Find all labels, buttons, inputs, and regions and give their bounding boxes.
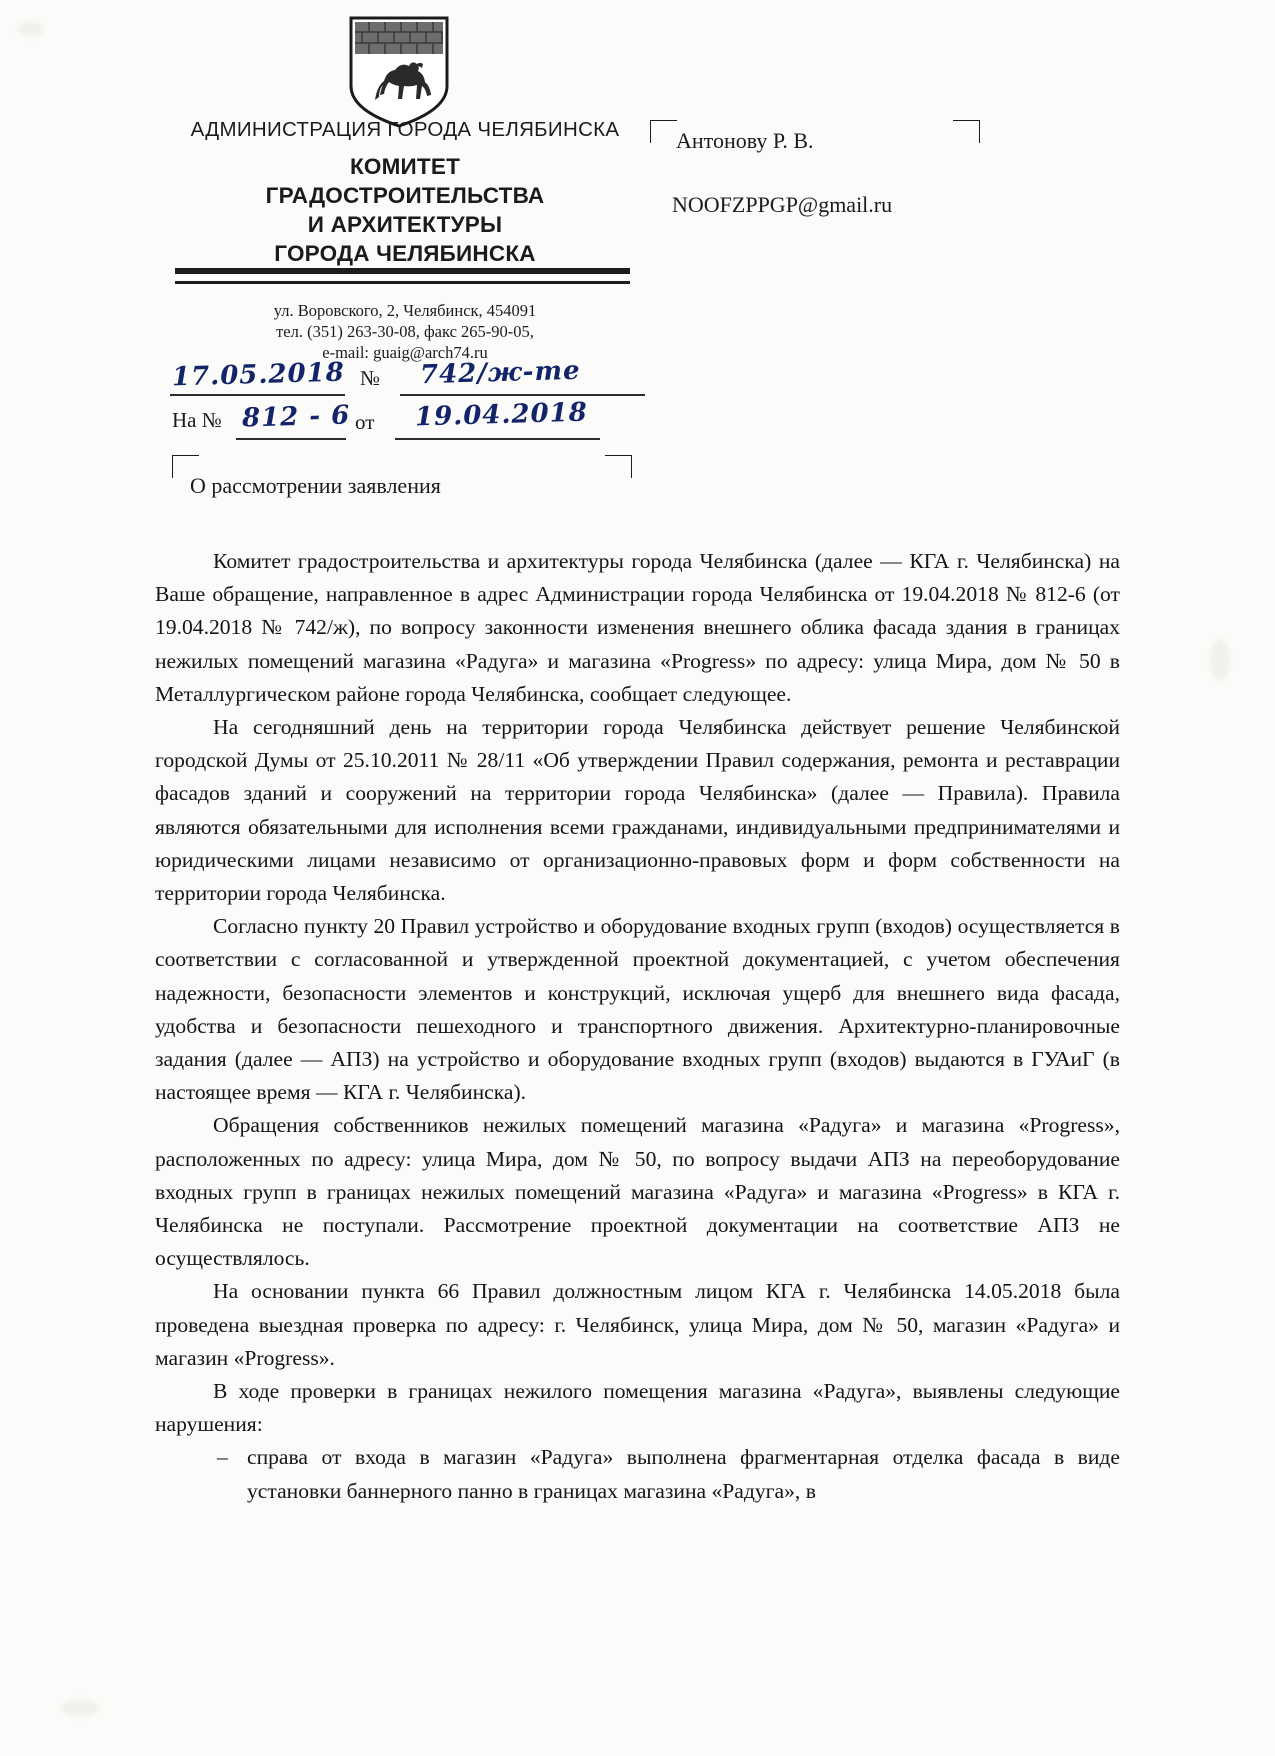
letter-body <box>155 545 1120 1508</box>
bracket-top-left-icon <box>650 120 677 143</box>
divider-thick <box>175 268 630 274</box>
number-value: 742/ж-те <box>419 355 581 391</box>
paragraph: Обращения собственников нежилых помещений магазина «Радуга» и магазина «Progress», расположенных по адресу: улица Мира, дом № 50, по вопросу выдачи АПЗ на переоборудование входных групп в границах нежилых помещений магазина «Радуга» и магазина «Progress» в КГА г. Челябинска не поступали. Рассмотрение проектной документации на соответствие АПЗ не осуществлялось. <box>155 1113 1120 1271</box>
scan-artifact <box>60 1700 100 1716</box>
committee-title-line-4: ГОРОДА ЧЕЛЯБИНСКА <box>274 241 536 266</box>
from-value: 19.04.2018 <box>414 397 589 433</box>
committee-title-line-3: И АРХИТЕКТУРЫ <box>307 212 503 237</box>
violations-list <box>155 1441 1120 1507</box>
reference-row <box>170 397 690 442</box>
letterhead <box>0 0 1275 520</box>
bracket-top-right-icon <box>953 120 980 143</box>
subject-block <box>172 455 632 515</box>
reply-to-value: 812 - 6 <box>241 400 351 434</box>
list-item <box>155 1441 1120 1507</box>
subject-text: О рассмотрении заявления <box>190 473 441 498</box>
committee-title-line-2: ГРАДОСТРОИТЕЛЬСТВА <box>265 183 545 208</box>
paragraph: В ходе проверки в границах нежилого помещения магазина «Радуга», выявлены следующие нарушения: <box>155 1379 1120 1437</box>
date-underline <box>170 394 345 396</box>
contact-address: ул. Воровского, 2, Челябинск, 454091 <box>273 301 537 320</box>
list-item-text: справа от входа в магазин «Радуга» выполнена фрагментарная отделка фасада в виде установки баннерного панно в границах магазина «Радуга», в <box>247 1445 1120 1503</box>
reply-to-label: На № <box>172 408 222 432</box>
paragraph: На сегодняшний день на территории города Челябинска действует решение Челябинской городской Думы от 25.10.2011 № 28/11 «Об утверждении Правил содержания, ремонта и реставрации фасадов зданий и сооружений на территории города Челябинска» (далее — Правила). Правила являются обязательными для исполнения всеми гражданами, индивидуальными предпринимателями и юридическими лицами независимо от организационно-правовых форм и форм собственности на территории города Челябинска. <box>155 715 1120 906</box>
number-underline <box>400 394 645 396</box>
organization-block <box>150 118 660 268</box>
committee-title-line-1: КОМИТЕТ <box>349 154 461 179</box>
committee-title <box>150 152 660 268</box>
addressee-email: NOOFZPPGP@gmail.ru <box>672 192 893 217</box>
reply-to-underline <box>236 438 346 440</box>
contact-block <box>160 300 650 363</box>
contact-email: e-mail: guaig@arch74.ru <box>322 343 488 362</box>
from-underline <box>395 438 600 440</box>
coat-of-arms-icon <box>345 14 453 130</box>
paragraph: Комитет градостроительства и архитектуры города Челябинска (далее — КГА г. Челябинска) на Ваше обращение, направленное в адрес Администрации города Челябинска от 19.04.2018 № 812-6 (от 19.04.2018 № 742/ж), по вопросу законности изменения внешнего облика фасада здания в границах нежилых помещений магазина «Радуга» и магазина «Progress» по адресу: улица Мира, дом № 50 в Металлургическом районе города Челябинска, сообщает следующее. <box>155 549 1120 706</box>
addressee-name: Антонову Р. В. <box>676 128 814 153</box>
scan-artifact <box>1210 640 1230 680</box>
from-label: от <box>355 410 375 434</box>
paragraph: Согласно пункту 20 Правил устройство и оборудование входных групп (входов) осуществляется в соответствии с согласованной и утвержденной проектной документацией, с учетом обеспечения надежности, безопасности элементов и конструкций, исключая ущерб для внешнего вида фасада, удобства и безопасности пешеходного и транспортного движения. Архитектурно-планировочные задания (далее — АПЗ) на устройство и оборудование входных групп (входов) выдаются в ГУАиГ (в настоящее время — КГА г. Челябинска). <box>155 914 1120 1105</box>
number-label: № <box>360 366 381 390</box>
date-value: 17.05.2018 <box>171 357 346 393</box>
date-number-row <box>170 355 670 398</box>
list-item-marker: – <box>217 1445 228 1470</box>
subject-bracket-top-right-icon <box>605 455 632 478</box>
paragraph: На основании пункта 66 Правил должностным лицом КГА г. Челябинска 14.05.2018 была проведена выездная проверка по адресу: г. Челябинск, улица Мира, дом № 50, магазин «Радуга» и магазин «Progress». <box>155 1279 1120 1370</box>
contact-phone: тел. (351) 263-30-08, факс 265-90-05, <box>276 322 534 341</box>
administration-line: АДМИНИСТРАЦИЯ ГОРОДА ЧЕЛЯБИНСКА <box>190 118 620 141</box>
addressee-block <box>650 120 980 240</box>
divider-thin <box>175 281 630 284</box>
